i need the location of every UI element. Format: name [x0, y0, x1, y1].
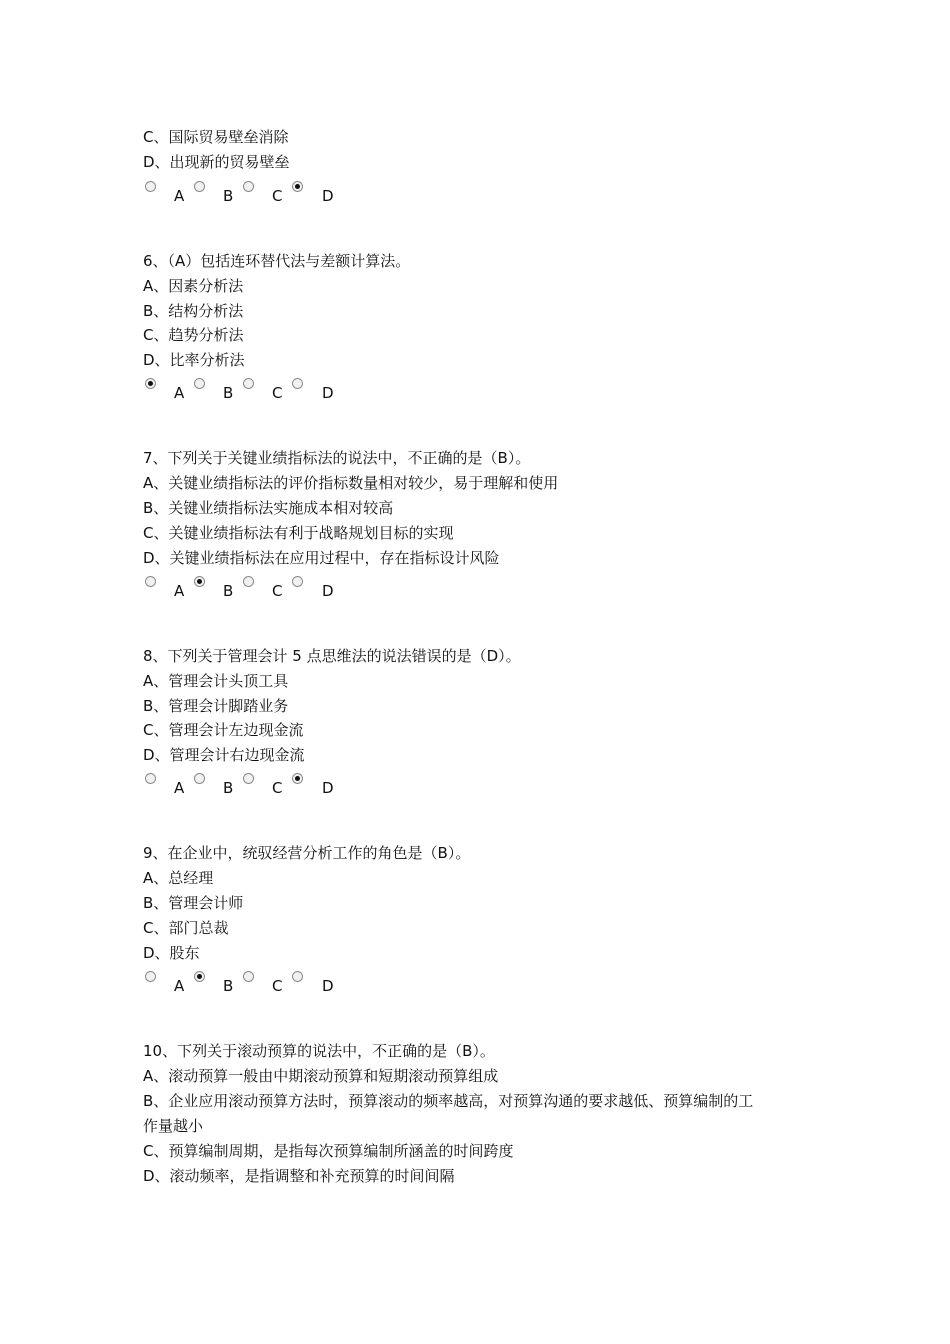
q9-label-a: A — [174, 977, 185, 995]
q6-question: 6、（A）包括连环替代法与差额计算法。 — [143, 252, 411, 270]
q7-radio-b[interactable] — [194, 576, 205, 587]
q6-option-b: B、结构分析法 — [143, 302, 244, 320]
q10-option-b-continued: 作量越小 — [143, 1117, 204, 1135]
q6-option-d: D、比率分析法 — [143, 351, 245, 369]
q8-label-a: A — [174, 779, 185, 797]
q8-radio-a[interactable] — [145, 773, 156, 784]
q7-label-a: A — [174, 582, 185, 600]
q8-option-a: A、管理会计头顶工具 — [143, 672, 289, 690]
q10-option-b: B、企业应用滚动预算方法时，预算滚动的频率越高，对预算沟通的要求越低、预算编制的工 — [143, 1092, 754, 1110]
q6-option-a: A、因素分析法 — [143, 277, 244, 295]
q5-label-a: A — [174, 187, 185, 205]
q7-option-d: D、关键业绩指标法在应用过程中，存在指标设计风险 — [143, 549, 500, 567]
q7-radio-c[interactable] — [243, 576, 254, 587]
q8-radio-c[interactable] — [243, 773, 254, 784]
q6-radio-d[interactable] — [292, 378, 303, 389]
q6-radio-b[interactable] — [194, 378, 205, 389]
q5-label-c: C — [272, 187, 283, 205]
q8-option-c: C、管理会计左边现金流 — [143, 721, 304, 739]
q7-label-b: B — [223, 582, 234, 600]
q7-radio-a[interactable] — [145, 576, 156, 587]
q9-question: 9、在企业中，统驭经营分析工作的角色是（B）。 — [143, 844, 471, 862]
q6-label-d: D — [322, 384, 334, 402]
q10-option-a: A、滚动预算一般由中期滚动预算和短期滚动预算组成 — [143, 1067, 499, 1085]
q7-option-c: C、关键业绩指标法有利于战略规划目标的实现 — [143, 524, 454, 542]
q8-question: 8、下列关于管理会计 5 点思维法的说法错误的是（D）。 — [143, 647, 521, 665]
q9-label-c: C — [272, 977, 283, 995]
q8-label-b: B — [223, 779, 234, 797]
q9-option-b: B、管理会计师 — [143, 894, 244, 912]
q8-label-c: C — [272, 779, 283, 797]
q9-radio-d[interactable] — [292, 971, 303, 982]
q9-option-c: C、部门总裁 — [143, 919, 229, 937]
q5-radio-a[interactable] — [145, 181, 156, 192]
q7-question: 7、下列关于关键业绩指标法的说法中，不正确的是（B）。 — [143, 449, 531, 467]
q6-option-c: C、趋势分析法 — [143, 326, 244, 344]
q5-radio-c[interactable] — [243, 181, 254, 192]
q6-label-b: B — [223, 384, 234, 402]
q6-radio-a[interactable] — [145, 378, 156, 389]
q10-option-c: C、预算编制周期，是指每次预算编制所涵盖的时间跨度 — [143, 1142, 514, 1160]
q5-option-d: D、出现新的贸易壁垒 — [143, 153, 290, 171]
q7-radio-d[interactable] — [292, 576, 303, 587]
q6-radio-c[interactable] — [243, 378, 254, 389]
q10-question: 10、下列关于滚动预算的说法中，不正确的是（B）。 — [143, 1042, 495, 1060]
q7-option-b: B、关键业绩指标法实施成本相对较高 — [143, 499, 394, 517]
q6-label-a: A — [174, 384, 185, 402]
q9-radio-c[interactable] — [243, 971, 254, 982]
q9-label-b: B — [223, 977, 234, 995]
q8-radio-b[interactable] — [194, 773, 205, 784]
q5-label-d: D — [322, 187, 334, 205]
q5-radio-d[interactable] — [292, 181, 303, 192]
q8-radio-d[interactable] — [292, 773, 303, 784]
q5-radio-b[interactable] — [194, 181, 205, 192]
q7-option-a: A、关键业绩指标法的评价指标数量相对较少，易于理解和使用 — [143, 474, 559, 492]
q8-label-d: D — [322, 779, 334, 797]
q9-option-d: D、股东 — [143, 944, 200, 962]
q7-label-c: C — [272, 582, 283, 600]
q7-label-d: D — [322, 582, 334, 600]
q5-label-b: B — [223, 187, 234, 205]
q6-label-c: C — [272, 384, 283, 402]
q8-option-b: B、管理会计脚踏业务 — [143, 697, 289, 715]
q5-option-c: C、国际贸易壁垒消除 — [143, 128, 289, 146]
q9-radio-b[interactable] — [194, 971, 205, 982]
q9-radio-a[interactable] — [145, 971, 156, 982]
q9-option-a: A、总经理 — [143, 869, 214, 887]
q8-option-d: D、管理会计右边现金流 — [143, 746, 305, 764]
q9-label-d: D — [322, 977, 334, 995]
q10-option-d: D、滚动频率，是指调整和补充预算的时间间隔 — [143, 1167, 455, 1185]
